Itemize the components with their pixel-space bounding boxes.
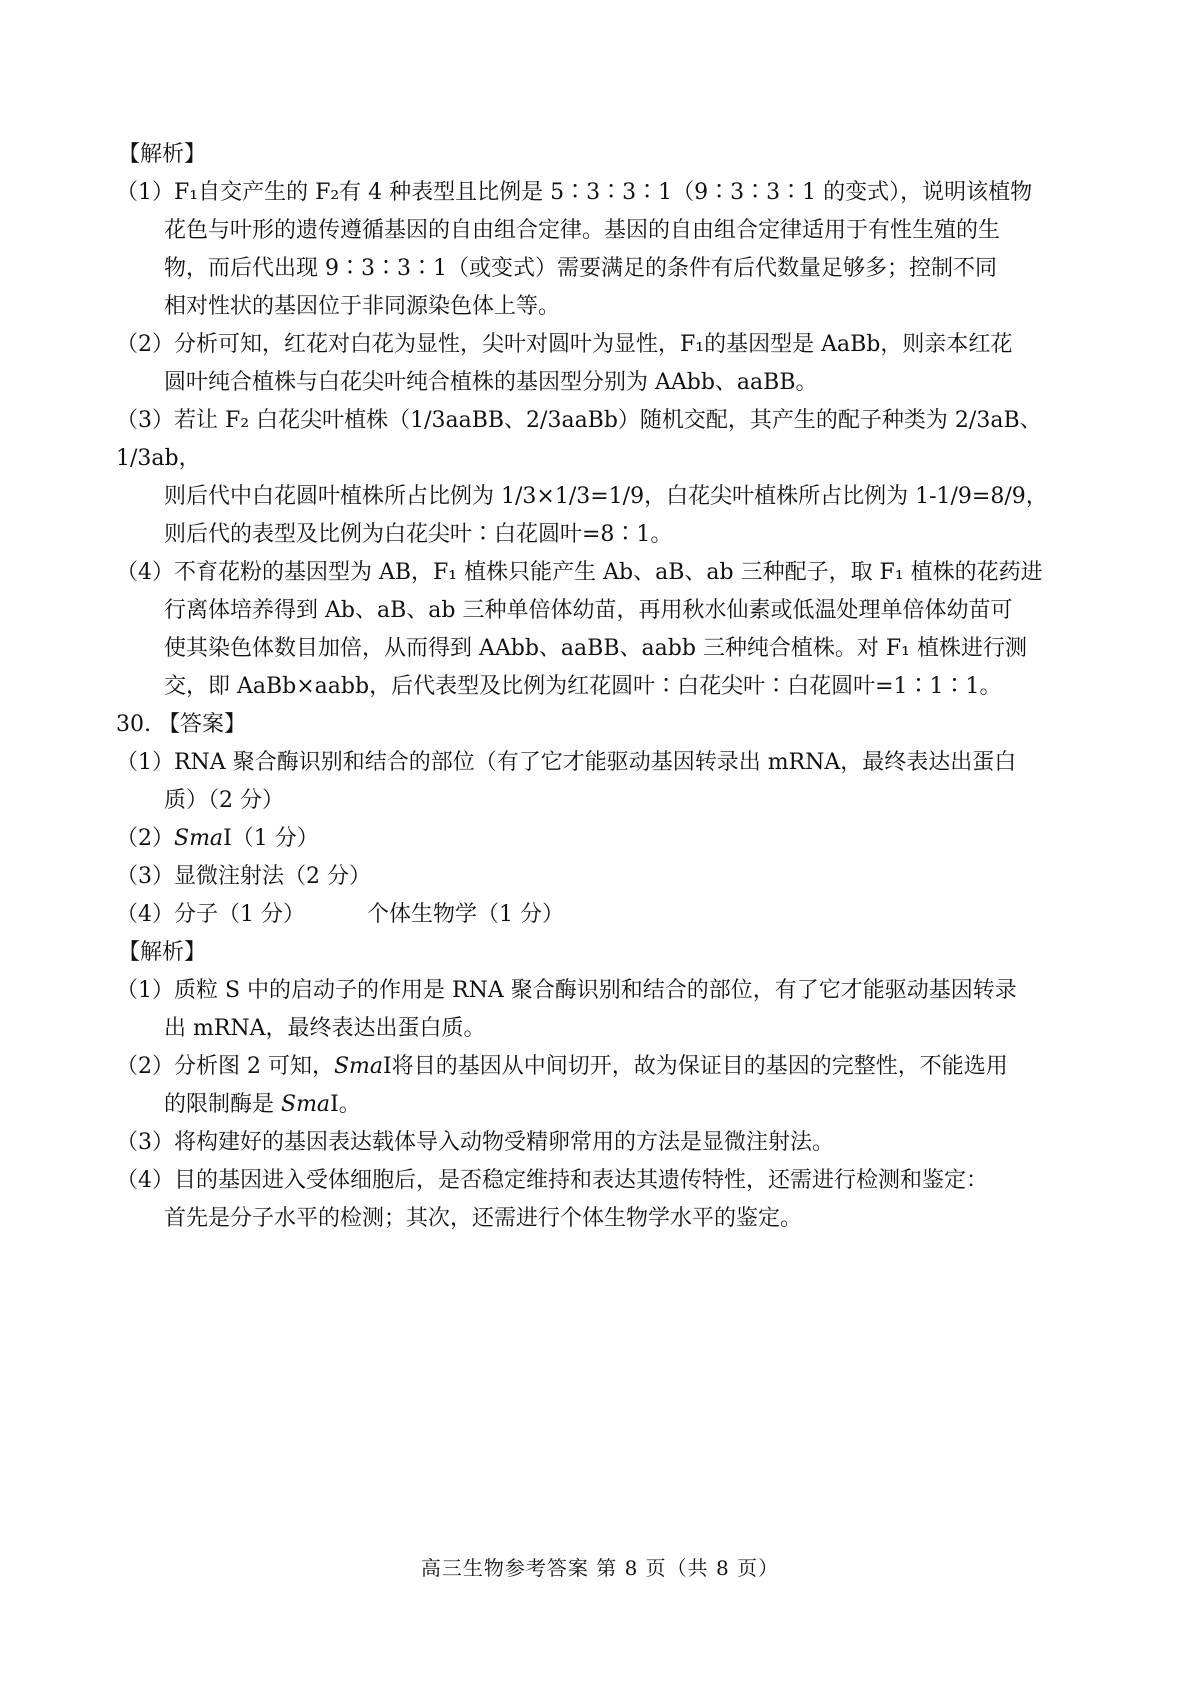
analysis-heading: 【解析】 bbox=[118, 142, 207, 167]
para-line: （4）不育花粉的基因型为 AB，F₁ 植株只能产生 Ab、aB、ab 三种配子，取 F₁ 植株的花药进 bbox=[116, 560, 1043, 585]
para-line: （3）若让 F₂ 白花尖叶植株（1/3aaBB、2/3aaBb）随机交配，其产生的配子种类为 2/3aB、1/3ab， bbox=[116, 408, 1042, 471]
text-fragment: 的限制酶是 bbox=[164, 1092, 281, 1117]
para-line: （4）目的基因进入受体细胞后，是否稳定维持和表达其遗传特性，还需进行检测和鉴定： bbox=[116, 1168, 989, 1193]
analysis-30-item-4 bbox=[116, 1162, 1096, 1238]
para-line: 圆叶纯合植株与白花尖叶纯合植株的基因型分别为 AAbb、aaBB。 bbox=[164, 370, 818, 395]
para-line: 花色与叶形的遗传遵循基因的自由组合定律。基因的自由组合定律适用于有性生殖的生 bbox=[164, 218, 1001, 243]
answer-2-suffix: Ⅰ（1 分） bbox=[223, 826, 319, 851]
answer-1 bbox=[116, 744, 1096, 820]
answer-2-enzyme: Sma bbox=[174, 826, 224, 851]
para-line: 质）（2 分） bbox=[164, 788, 284, 813]
para-line bbox=[116, 1086, 1096, 1124]
para-line: （1）F₁自交产生的 F₂有 4 种表型且比例是 5∶3∶3∶1（9∶3∶3∶1 的变式），说明该植物 bbox=[116, 180, 1033, 205]
text-fragment: （2）分析图 2 可知， bbox=[116, 1054, 334, 1079]
analysis-30-item-2 bbox=[116, 1048, 1096, 1124]
answer-2 bbox=[116, 820, 1096, 858]
para-line: 相对性状的基因位于非同源染色体上等。 bbox=[164, 294, 561, 319]
question-30-heading: 30. 【答案】 bbox=[116, 712, 246, 737]
analysis-30-item-3: （3）将构建好的基因表达载体导入动物受精卵常用的方法是显微注射法。 bbox=[116, 1130, 834, 1155]
page-footer: 高三生物参考答案 第 8 页（共 8 页） bbox=[420, 1556, 780, 1580]
analysis-item-4 bbox=[116, 554, 1096, 706]
para-line: （2）分析可知，红花对白花为显性，尖叶对圆叶为显性，F₁的基因型是 AaBb，则亲本红花 bbox=[116, 332, 1013, 357]
para-line: 交，即 AaBb×aabb，后代表型及比例为红花圆叶∶白花尖叶∶白花圆叶=1∶1∶1。 bbox=[164, 674, 1002, 699]
enzyme-name: Sma bbox=[333, 1054, 384, 1079]
para-line: 物，而后代出现 9∶3∶3∶1（或变式）需要满足的条件有后代数量足够多；控制不同 bbox=[164, 256, 997, 281]
answer-2-prefix: （2） bbox=[116, 826, 174, 851]
para-line: （1）RNA 聚合酶识别和结合的部位（有了它才能驱动基因转录出 mRNA，最终表达出蛋白 bbox=[116, 750, 1017, 775]
analysis-30-item-1 bbox=[116, 972, 1096, 1048]
analysis-item-3 bbox=[116, 402, 1096, 554]
page-content bbox=[116, 136, 1096, 1238]
para-line: 出 mRNA，最终表达出蛋白质。 bbox=[164, 1016, 486, 1041]
text-fragment: Ⅰ。 bbox=[330, 1092, 361, 1117]
text-fragment: Ⅰ将目的基因从中间切开，故为保证目的基因的完整性，不能选用 bbox=[383, 1054, 1008, 1079]
answer-3: （3）显微注射法（2 分） bbox=[116, 864, 371, 889]
enzyme-name: Sma bbox=[281, 1092, 331, 1117]
analysis-heading-30: 【解析】 bbox=[118, 940, 207, 965]
para-line: 行离体培养得到 Ab、aB、ab 三种单倍体幼苗，再用秋水仙素或低温处理单倍体幼苗可 bbox=[164, 598, 1013, 623]
answer-4 bbox=[116, 896, 1096, 934]
para-line: 则后代中白花圆叶植株所占比例为 1/3×1/3=1/9，白花尖叶植株所占比例为 1-1/9=8/9， bbox=[164, 484, 1048, 509]
para-line: 则后代的表型及比例为白花尖叶∶白花圆叶=8∶1。 bbox=[164, 522, 673, 547]
analysis-item-2 bbox=[116, 326, 1096, 402]
para-line bbox=[116, 1048, 1096, 1086]
para-line: 使其染色体数目加倍，从而得到 AAbb、aaBB、aabb 三种纯合植株。对 F₁ 植株进行测 bbox=[164, 636, 1027, 661]
answer-4-part-a: （4）分子（1 分） bbox=[116, 902, 305, 927]
analysis-item-1 bbox=[116, 174, 1096, 326]
para-line: 首先是分子水平的检测；其次，还需进行个体生物学水平的鉴定。 bbox=[164, 1206, 803, 1231]
answer-4-part-b: 个体生物学（1 分） bbox=[367, 902, 564, 927]
para-line: （1）质粒 S 中的启动子的作用是 RNA 聚合酶识别和结合的部位，有了它才能驱动基因转录 bbox=[116, 978, 1017, 1003]
